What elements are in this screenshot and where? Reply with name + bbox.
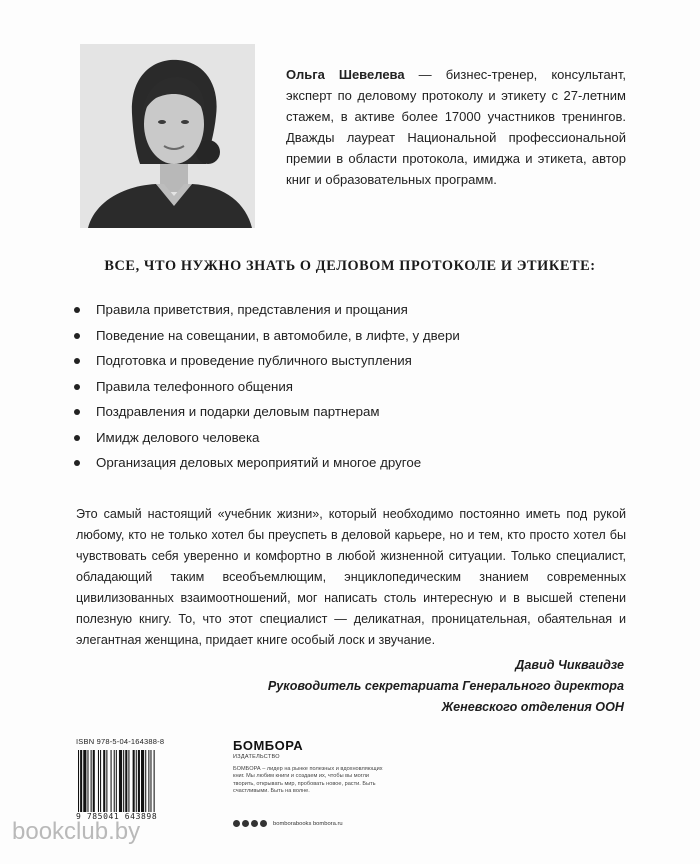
author-bio [286, 64, 626, 190]
author-name: Ольга Шевелева [286, 67, 405, 82]
author-bio-text: — бизнес-тренер, консультант, эксперт по деловому протоколу и этикету с 27-летним стажем, в активе более 17000 участников тренингов. Дважды лауреат Национальной профессиональной премии в области протокола, имиджа и этикета, автор книг и образовательных программ. [286, 67, 626, 187]
review-quote: Это самый настоящий «учебник жизни», который необходимо постоянно иметь под рукой любому, кто не только хотел бы преуспеть в деловой карьере, но и тем, кто просто хотел бы чувствовать себя уверенно и комфортно в любой жизненной ситуации. Только специалист, обладающий таким всеобъемлющим, энциклопедическим знанием современных цивилизованных взаимоотношений, мог написать столь интересную и в высшей степени полезную книгу. То, что этот специалист — деликатная, проницательная, обаятельная и элегантная женщина, придает книге особый лоск и звучание. [76, 507, 626, 647]
web-icon [260, 820, 267, 827]
review-signature [204, 655, 624, 718]
publisher-links: bomborabooks bombora.ru [273, 820, 343, 827]
list-item-text: Поздравления и подарки деловым партнерам [96, 404, 380, 419]
list-item [72, 377, 632, 403]
publisher-description: БОМБОРА – лидер на рынке полезных и вдохновляющих книг. Мы любим книги и создаем их, чтобы вы могли творить, открывать мир, пробовать новое, расти. Быть счастливыми. Быть на волне. [233, 766, 383, 795]
reviewer-title-2: Женевского отделения ООН [441, 700, 624, 714]
bullet-icon [74, 307, 80, 313]
reviewer-title-1: Руководитель секретариата Генерального директора [267, 679, 624, 693]
list-item-text: Поведение на совещании, в автомобиле, в лифте, у двери [96, 327, 460, 343]
list-item [72, 402, 632, 428]
telegram-icon [242, 820, 249, 827]
section-heading: ВСЕ, ЧТО НУЖНО ЗНАТЬ О ДЕЛОВОМ ПРОТОКОЛЕ И ЭТИКЕТЕ: [104, 258, 596, 274]
publisher-subtitle: ИЗДАТЕЛЬСТВО [233, 754, 280, 760]
site-watermark: bookclub.by [12, 818, 141, 845]
list-item-text: Правила приветствия, представления и прощания [96, 302, 408, 317]
youtube-icon [251, 820, 258, 827]
author-photo [80, 44, 255, 228]
list-item [72, 326, 632, 352]
list-item [72, 351, 632, 377]
list-item [72, 300, 632, 326]
bullet-icon [74, 333, 80, 339]
list-item [72, 428, 632, 454]
bullet-icon [74, 358, 80, 364]
list-item-text: Организация деловых мероприятий и многое другое [96, 455, 422, 470]
list-item-text: Имидж делового человека [96, 429, 260, 445]
reviewer-name: Давид Чикваидзе [515, 658, 624, 672]
barcode [76, 750, 204, 812]
vk-icon [233, 820, 240, 827]
topics-list [72, 300, 632, 479]
isbn-text: ISBN 978-5-04-164388-8 [76, 737, 165, 746]
list-item-text: Правила телефонного общения [96, 378, 293, 394]
bullet-icon [74, 460, 80, 466]
list-item [72, 453, 632, 479]
barcode-digits: 9 785041 643898 [76, 812, 158, 821]
bullet-icon [74, 409, 80, 415]
publisher-social [233, 820, 343, 827]
bullet-icon [74, 384, 80, 390]
publisher-logo: БОМБОРА [233, 738, 304, 753]
bullet-icon [74, 435, 80, 441]
list-item-text: Подготовка и проведение публичного выступления [96, 353, 412, 368]
